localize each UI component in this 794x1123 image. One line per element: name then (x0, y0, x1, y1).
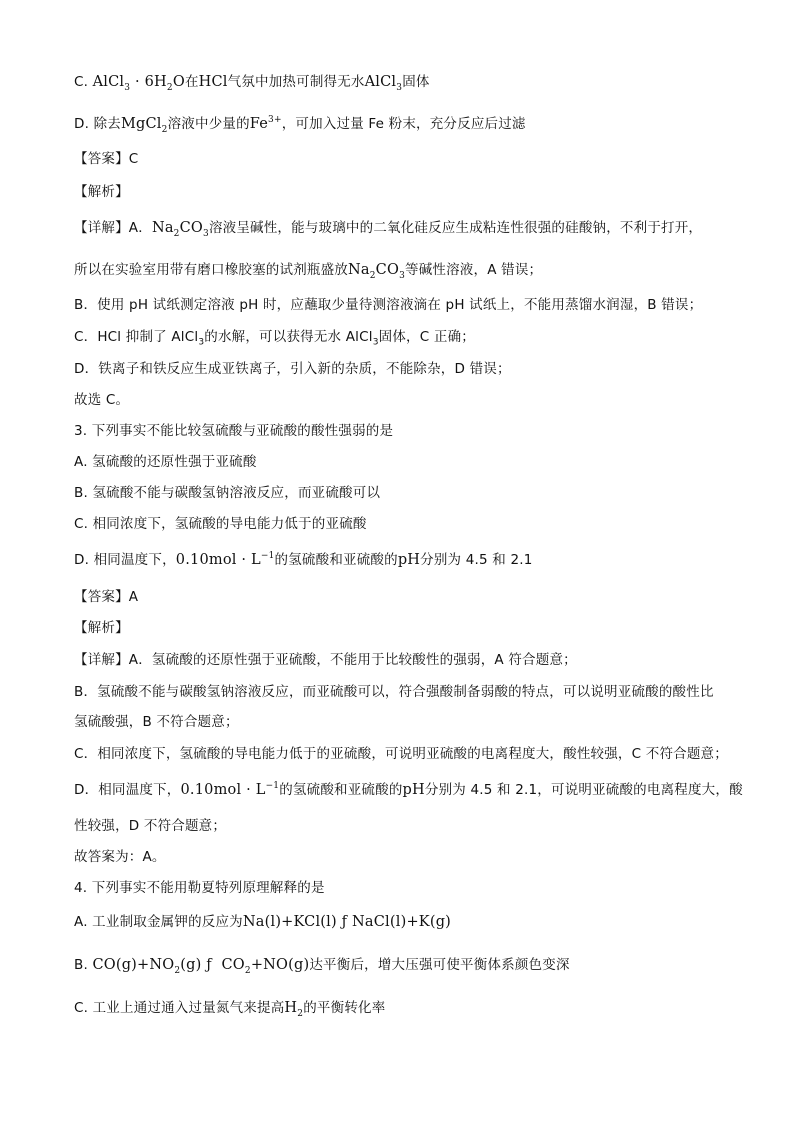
question-4-option-c (74, 998, 385, 1018)
text: A. 工业制取金属钾的反应为 (74, 914, 243, 930)
detail-line (74, 260, 542, 280)
formula-na2co3: $Na_2CO_3$ (348, 262, 405, 281)
formula-hcl: HCl (198, 74, 228, 90)
text: D．相同温度下， (74, 782, 181, 798)
formula-mgcl2: MgCl$_2$ (120, 116, 168, 135)
detail-line: 【详解】A．氢硫酸的还原性强于亚硫酸，不能用于比较酸性的强弱，A 符合题意； (74, 652, 577, 668)
text: 在 (184, 74, 199, 90)
formula-fe3: $Fe^{3+}$ (249, 115, 282, 132)
detail-line: B．使用 pH 试纸测定溶液 pH 时，应蘸取少量待测溶液滴在 pH 试纸上，不能用蒸馏水润湿，B 错误； (74, 297, 703, 313)
formula-concentration: $0.10mol \cdot L^{-1}$ (180, 781, 280, 798)
question-4-option-b (74, 955, 570, 975)
detail-line: 氢硫酸强，B 不符合题意； (74, 714, 239, 730)
text: C. 工业上通过通入过量氮气来提高 (74, 1000, 285, 1016)
question-3-option-a: A. 氢硫酸的还原性强于亚硫酸 (74, 454, 257, 470)
question-4-title: 4. 下列事实不能用勒夏特列原理解释的是 (74, 880, 325, 896)
answer-label: 【答案】A (74, 589, 139, 605)
formula-ph: pH (402, 782, 425, 798)
formula-alcl3-hydrate: AlCl$_3$ · $6H_2O$ (92, 74, 185, 93)
text: 达平衡后，增大压强可使平衡体系颜色变深 (309, 957, 570, 973)
question-3-option-c: C. 相同浓度下，氢硫酸的导电能力低于的亚硫酸 (74, 516, 367, 532)
detail-line (74, 327, 475, 347)
detail-line: D．铁离子和铁反应生成亚铁离子，引入新的杂质，不能除杂，D 错误； (74, 361, 511, 377)
text: 固体 (402, 74, 430, 90)
question-4-option-a (74, 912, 451, 932)
detail-line: C．相同浓度下，氢硫酸的导电能力低于的亚硫酸，可说明亚硫酸的电离程度大，酸性较强，C 不符合题意； (74, 746, 728, 762)
question-3-option-d (74, 550, 533, 570)
text: 气氛中加热可制得无水 (227, 74, 365, 90)
subscript: 3 (198, 337, 205, 348)
text: ，可加入过量 Fe 粉末，充分反应后过滤 (281, 116, 526, 132)
text: D. 除去 (74, 116, 121, 132)
detail-line: B．氢硫酸不能与碳酸氢钠溶液反应，而亚硫酸可以，符合强酸制备弱酸的特点，可以说明亚硫酸的酸性比 (74, 684, 714, 700)
text: B. (74, 957, 93, 973)
option-c-line (74, 72, 430, 92)
answer-label: 【答案】C (74, 151, 139, 167)
text: 溶液中少量的 (167, 116, 250, 132)
formula-alcl3: AlCl$_3$ (364, 74, 403, 93)
text: 【详解】A． (74, 220, 152, 236)
formula-h2: $H_2$ (284, 1000, 304, 1019)
question-3-title: 3. 下列事实不能比较氢硫酸与亚硫酸的酸性强弱的是 (74, 423, 394, 439)
formula-na2co3: $Na_2CO_3$ (151, 220, 209, 239)
formula-concentration: $0.10mol \cdot L^{-1}$ (175, 551, 275, 568)
text: 的平衡转化率 (303, 1000, 386, 1016)
text: 分别为 4.5 和 2.1，可说明亚硫酸的电离程度大，酸 (424, 782, 743, 798)
text: D. 相同温度下， (74, 552, 176, 568)
analysis-label: 【解析】 (74, 184, 129, 200)
text: 的水解，可以获得无水 AlCl (204, 329, 373, 345)
analysis-label: 【解析】 (74, 620, 129, 636)
formula-ph: pH (397, 552, 421, 568)
conclusion-line: 故选 C。 (74, 392, 130, 408)
text: C．HCl 抑制了 AlCl (74, 329, 199, 345)
text: 的氢硫酸和亚硫酸的 (279, 782, 403, 798)
text: 分别为 4.5 和 2.1 (420, 552, 533, 568)
text: 的氢硫酸和亚硫酸的 (274, 552, 398, 568)
option-label: C. (74, 74, 93, 90)
question-3-option-b: B. 氢硫酸不能与碳酸氢钠溶液反应，而亚硫酸可以 (74, 485, 381, 501)
detail-line: 性较强，D 不符合题意； (74, 818, 227, 834)
text: 溶液呈碱性，能与玻璃中的二氧化硅反应生成粘连性很强的硅酸钠，不利于打开， (208, 220, 703, 236)
detail-line (74, 780, 743, 800)
formula-co-no2-reaction: $CO(g)+NO_2(g)$ ƒ $CO_2+NO(g)$ (92, 957, 310, 976)
option-d-line (74, 114, 526, 134)
text: 所以在实验室用带有磨口橡胶塞的试剂瓶盛放 (74, 262, 348, 278)
conclusion-line: 故答案为：A。 (74, 849, 166, 865)
text: 固体，C 正确； (378, 329, 475, 345)
text: 等碱性溶液，A 错误； (405, 262, 543, 278)
formula-potassium-reaction: Na(l)+KCl(l) ƒ NaCl(l)+K(g) (242, 914, 452, 930)
detail-line (74, 218, 702, 238)
subscript: 3 (372, 337, 379, 348)
